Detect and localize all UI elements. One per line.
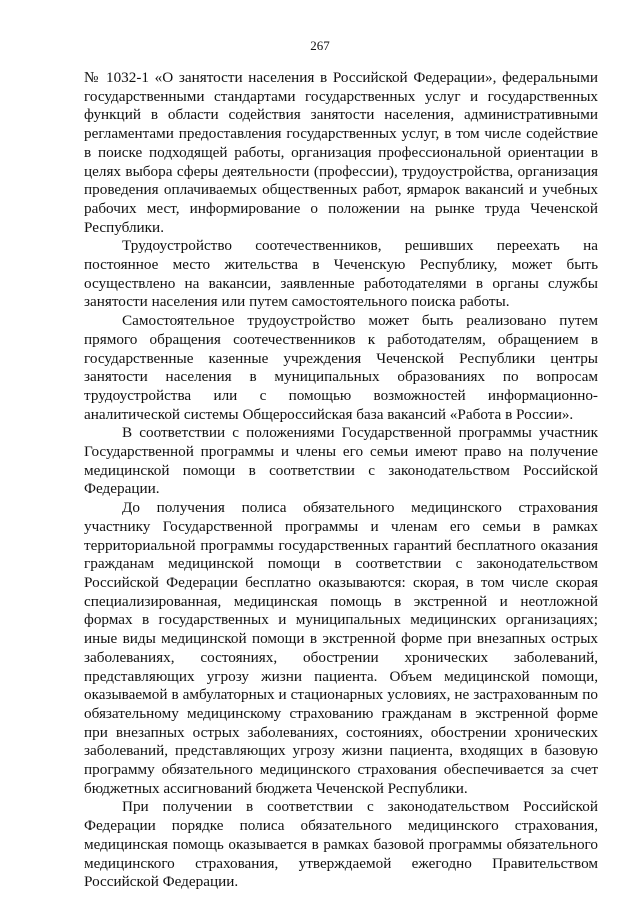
paragraph-6: При получении в соответствии с законодательством Российской Федерации порядке полиса обязательного медицинского страхования, медицинская помощь оказывается в рамках базовой программы обязательного медицинского страхования, утверждаемой ежегодно Правительством Российской Федерации. [84,798,598,891]
document-body [84,69,598,892]
paragraph-2: Трудоустройство соотечественников, решивших переехать на постоянное место жительства в Чеченскую Республику, может быть осуществлено на вакансии, заявленные работодателями в органы службы занятости населения или путем самостоятельного поиска работы. [84,237,598,311]
paragraph-5: До получения полиса обязательного медицинского страхования участнику Государственной программы и членам его семьи в рамках территориальной программы государственных гарантий бесплатного оказания гражданам медицинской помощи в соответствии с законодательством Российской Федерации бесплатно оказываются: скорая, в том числе скорая специализированная, медицинская помощь в экстренной и неотложной формах в государственных и муниципальных медицинских организациях; иные виды медицинской помощи в экстренной форме при внезапных острых заболеваниях, состояниях, обострении хронических заболеваний, представляющих угрозу жизни пациента. Объем медицинской помощи, оказываемой в амбулаторных и стационарных условиях, не застрахованным по обязательному медицинскому страхованию гражданам в экстренной форме при внезапных острых заболеваниях, состояниях, обострении хронических заболеваний, представляющих угрозу жизни пациента, входящих в базовую программу обязательного медицинского страхования обеспечивается за счет бюджетных ассигнований бюджета Чеченской Республики. [84,499,598,797]
paragraph-4: В соответствии с положениями Государственной программы участник Государственной программы и члены его семьи имеют право на получение медицинской помощи в соответствии с законодательством Российской Федерации. [84,424,598,498]
paragraph-1: № 1032-1 «О занятости населения в Российской Федерации», федеральными государственными стандартами государственных услуг и государственных функций в области содействия занятости населения, административными регламентами предоставления государственных услуг, в том числе содействие в поиске подходящей работы, организация профессиональной ориентации в целях выбора сферы деятельности (профессии), трудоустройства, организация проведения оплачиваемых общественных работ, ярмарок вакансий и учебных рабочих мест, информирование о положении на рынке труда Чеченской Республики. [84,69,598,236]
page-number: 267 [310,38,330,53]
paragraph-3: Самостоятельное трудоустройство может быть реализовано путем прямого обращения соотечественников к работодателям, обращением в государственные казенные учреждения Чеченской Республики центры занятости населения в муниципальных образованиях по вопросам трудоустройства или с помощью возможностей информационно-аналитической системы Общероссийская база вакансий «Работа в России». [84,312,598,423]
